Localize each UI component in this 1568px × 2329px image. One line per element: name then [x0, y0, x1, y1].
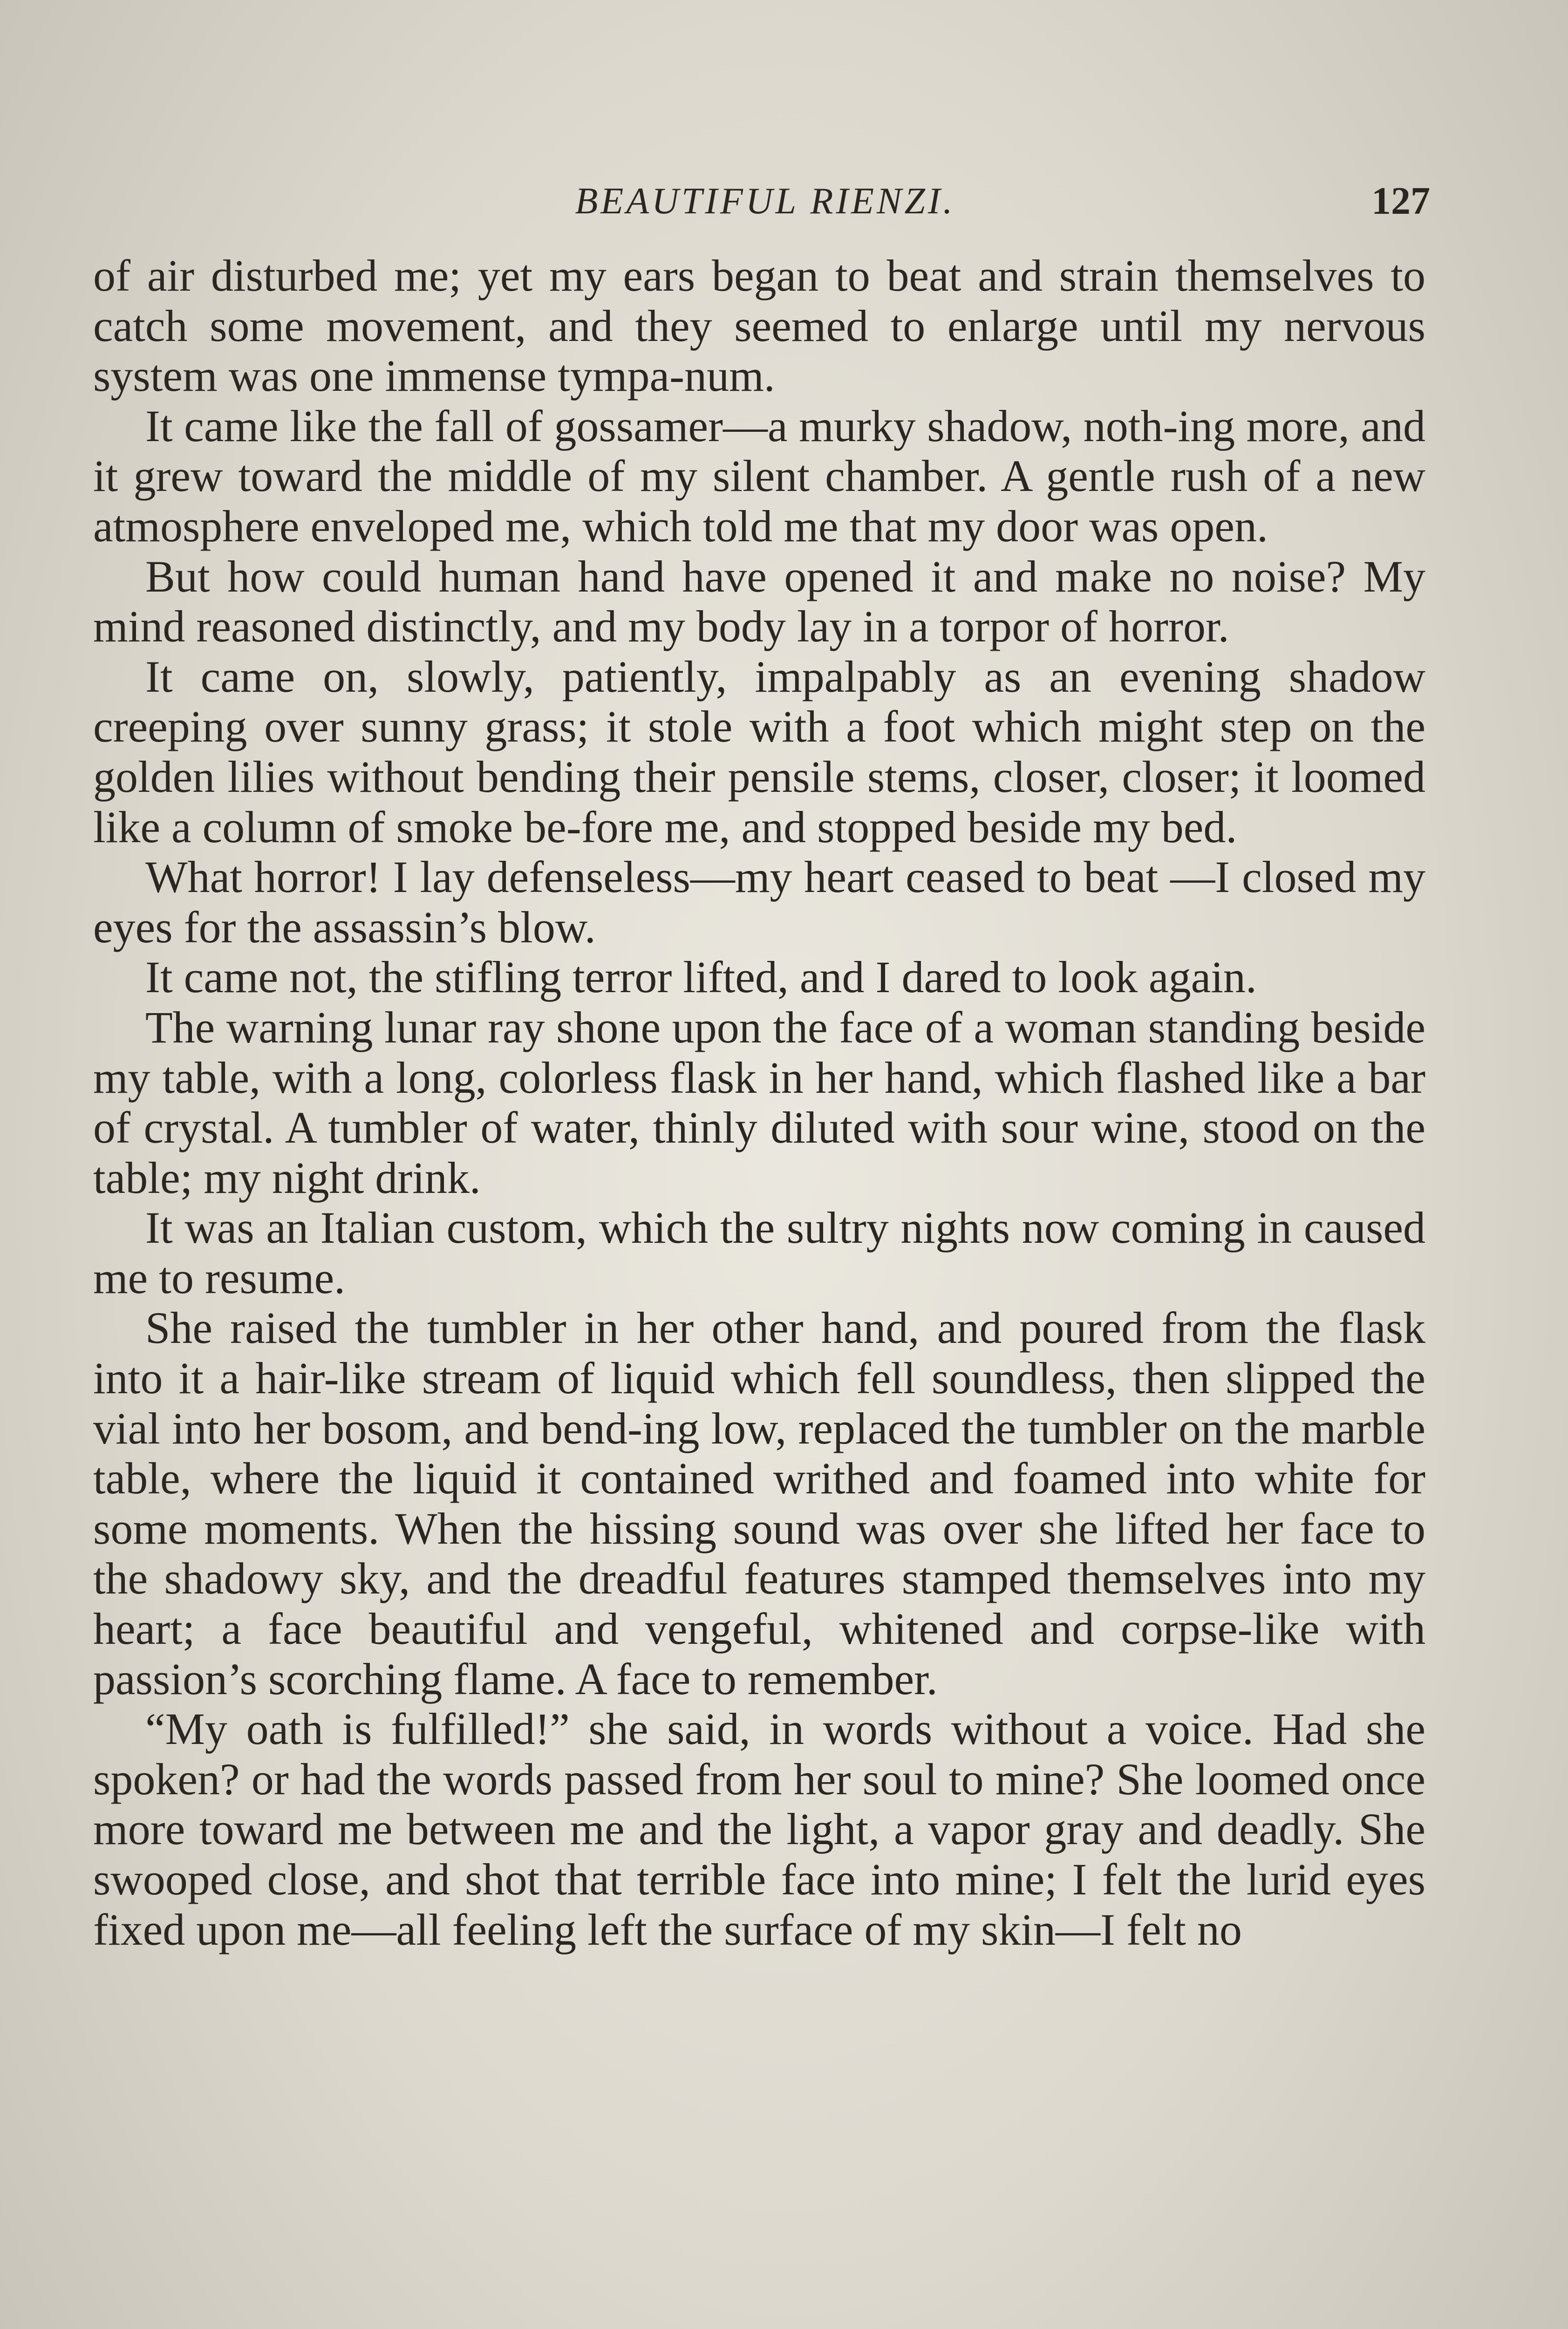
paragraph-7: The warning lunar ray shone upon the face of a woman standing beside my table, with a long, colorless flask in her hand, which flashed like a bar of crystal. A tumbler of water, thinly diluted with sour wine, stood on the table; my night drink.	[93, 1002, 1425, 1203]
paragraph-4: It came on, slowly, patiently, impalpably as an evening shadow creeping over sunny grass; it stole with a foot which might step on the golden lilies without bending their pensile stems, closer, closer; it loomed like a column of smoke be-fore me, and stopped beside my bed.	[93, 651, 1425, 852]
paragraph-2: It came like the fall of gossamer—a murky shadow, noth-ing more, and it grew toward the middle of my silent chamber. A gentle rush of a new atmosphere enveloped me, which told me that my door was open.	[93, 401, 1425, 551]
page-number: 127	[1371, 179, 1430, 223]
running-head	[100, 173, 1430, 229]
body-text	[93, 251, 1425, 1954]
paragraph-9: She raised the tumbler in her other hand, and poured from the flask into it a hair-like stream of liquid which fell soundless, then slipped the vial into her bosom, and bend-ing low, replaced the tumbler on the marble table, where the liquid it contained writhed and foamed into white for some moments. When the hissing sound was over she lifted her face to the shadowy sky, and the dreadful features stamped themselves into my heart; a face beautiful and vengeful, whitened and corpse-like with passion’s scorching flame. A face to remember.	[93, 1303, 1425, 1704]
paragraph-6: It came not, the stifling terror lifted, and I dared to look again.	[145, 952, 1257, 1002]
paragraph-8: It was an Italian custom, which the sultry nights now coming in caused me to resume.	[93, 1203, 1425, 1303]
paragraph-1: of air disturbed me; yet my ears began to beat and strain themselves to catch some movement, and they seemed to enlarge until my nervous system was one immense tympa-num.	[93, 251, 1425, 401]
running-title: BEAUTIFUL RIENZI.	[575, 181, 955, 222]
paragraph-5: What horror! I lay defenseless—my heart ceased to beat —I closed my eyes for the assassin’s blow.	[93, 852, 1425, 952]
paragraph-10: “My oath is fulfilled!” she said, in words without a voice. Had she spoken? or had the words passed from her soul to mine? She loomed once more toward me between me and the light, a vapor gray and deadly. She swooped close, and shot that terrible face into mine; I felt the lurid eyes fixed upon me—all feeling left the surface of my skin—I felt no	[93, 1704, 1425, 1954]
paragraph-3: But how could human hand have opened it and make no noise? My mind reasoned distinctly, and my body lay in a torpor of horror.	[93, 551, 1425, 652]
